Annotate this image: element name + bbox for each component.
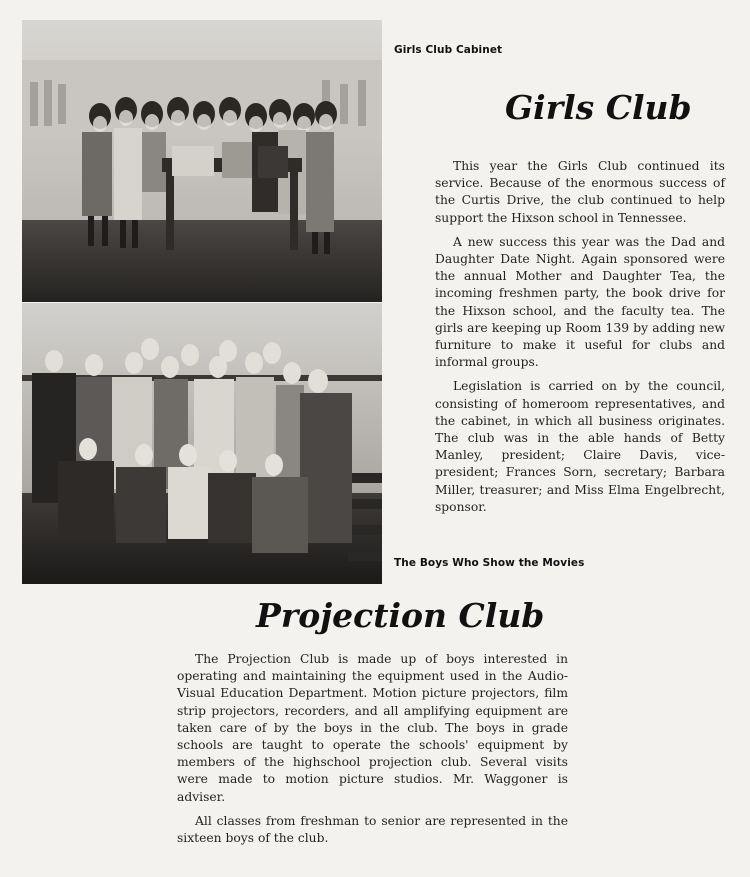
girls-club-heading: Girls Club [505,88,692,127]
projection-club-paragraph: The Projection Club is made up of boys interested in operating and maintaining the equipment used in the Audio-Visual Education Department. Motion picture projectors, film strip projectors, recorders, and all amplifying equipment are taken care of by the boys in the club. The boys in grade schools are taught to operate the schools' equipment by members of the highschool projection club. Several visits were made to motion picture studios. Mr. Waggoner is adviser. [177,652,568,804]
photo-projection-club-boys-image [22,303,382,584]
photo-projection-club-boys [22,303,382,584]
girls-club-body [435,158,725,523]
girls-club-paragraph: This year the Girls Club continued its service. Because of the enormous success of the Curtis Drive, the club continued to help support the Hixson school in Tennessee. [435,159,725,225]
photo-girls-club-cabinet [22,20,382,302]
caption-boys-who-show-movies: The Boys Who Show the Movies [394,557,585,569]
projection-club-heading: Projection Club [256,596,545,635]
photo-girls-club-cabinet-image [22,20,382,302]
girls-club-paragraph: A new success this year was the Dad and Daughter Date Night. Again sponsored were the annual Mother and Daughter Tea, the incoming freshmen party, the book drive for the Hixson school, and the faculty tea. The girls are keeping up Room 139 by adding new furniture to make it useful for clubs and informal groups. [435,234,725,370]
caption-girls-club-cabinet: Girls Club Cabinet [394,44,503,56]
projection-club-body [177,651,568,854]
girls-club-paragraph: Legislation is carried on by the council, consisting of homeroom representatives, and the cabinet, in which all business originates. The club was in the able hands of Betty Manley, president; Claire Davis, vice-president; Frances Sorn, secretary; Barbara Miller, treasurer; and Miss Elma Engelbrecht, sponsor. [435,379,725,514]
projection-club-paragraph: All classes from freshman to senior are represented in the sixteen boys of the club. [177,813,568,846]
